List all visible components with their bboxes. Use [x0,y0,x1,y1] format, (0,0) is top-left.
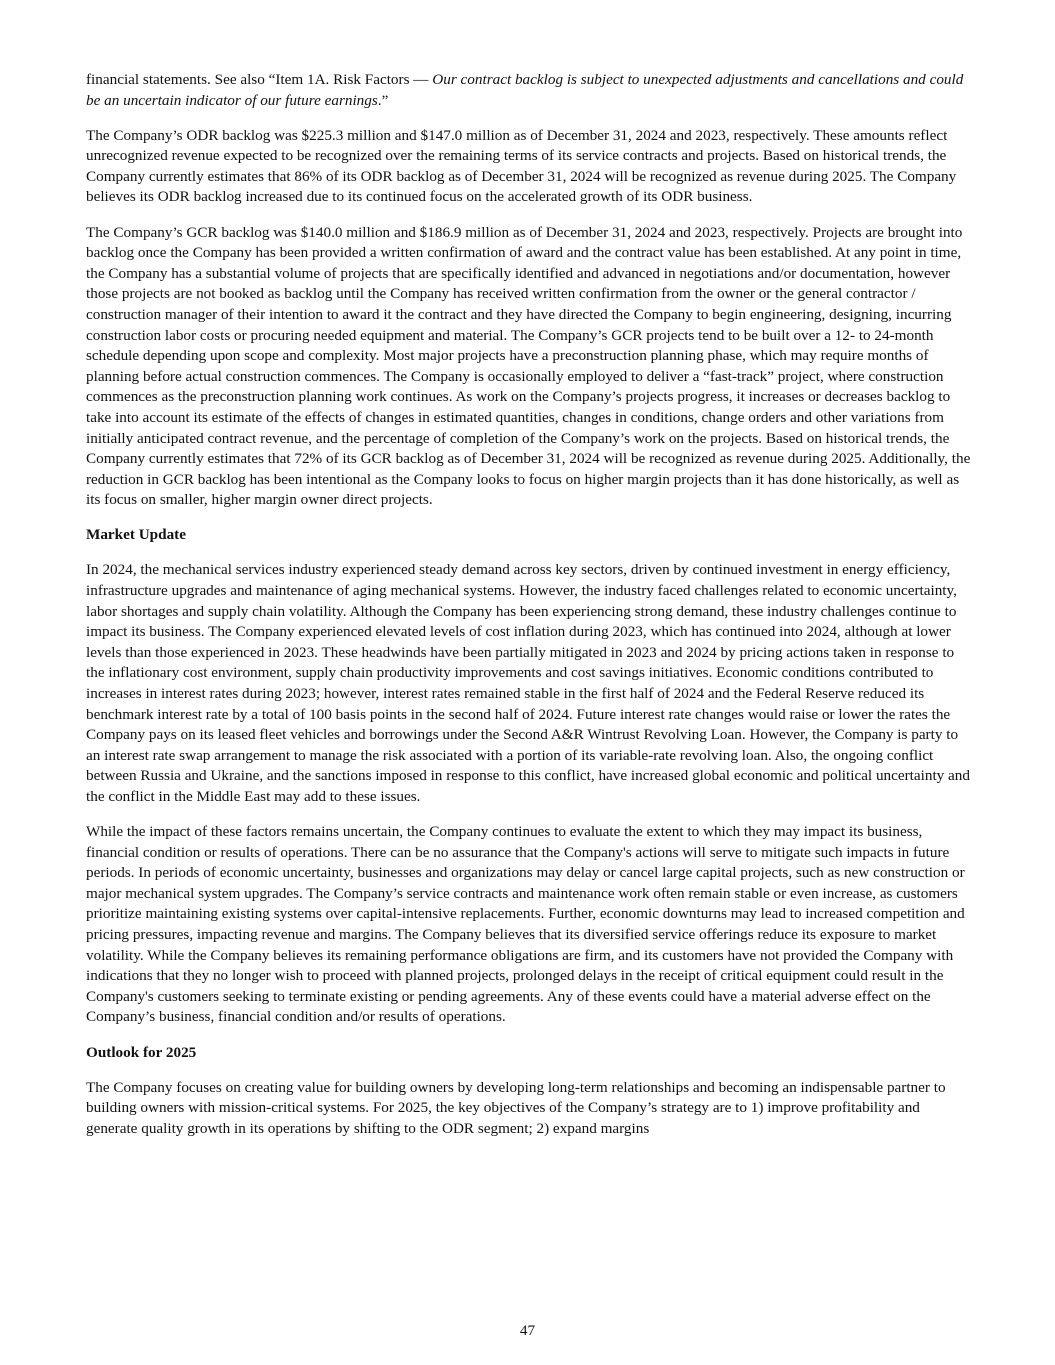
outlook-heading: Outlook for 2025 [86,1043,197,1061]
intro-tail: .” [377,91,389,109]
document-body [86,70,971,1154]
market-update-paragraph-2: While the impact of these factors remains uncertain, the Company continues to evaluate the extent to which they may impact its business, financial condition or results of operations. There can be no assurance that the Company's actions will serve to mitigate such impacts in future periods. In periods of economic uncertainty, businesses and organizations may delay or cancel large capital projects, such as new construction or major mechanical system upgrades. The Company’s service contracts and maintenance work often remain stable or even increase, as customers prioritize maintaining existing systems over capital-intensive replacements. Further, economic downturns may lead to increased competition and pricing pressures, impacting revenue and margins. The Company believes that its diversified service offerings reduce its exposure to market volatility. While the Company believes its remaining performance obligations are firm, and its customers have not provided the Company with indications that they no longer wish to proceed with planned projects, prolonged delays in the receipt of critical equipment could result in the Company's customers seeking to terminate existing or pending agreements. Any of these events could have a material adverse effect on the Company’s business, financial condition and/or results of operations. [86,823,965,1026]
odr-backlog-paragraph: The Company’s ODR backlog was $225.3 million and $147.0 million as of December 31, 2024 and 2023, respectively. These amounts reflect unrecognized revenue expected to be recognized over the remaining terms of its service contracts and projects. Based on historical trends, the Company currently estimates that 86% of its ODR backlog as of December 31, 2024 will be recognized as revenue during 2025. The Company believes its ODR backlog increased due to its continued focus on the accelerated growth of its ODR business. [86,126,957,206]
intro-paragraph [86,70,971,111]
risk-factor-title: Our contract backlog is subject to unexpected adjustments and cancellations and could be an uncertain indicator of our future earnings [86,71,964,109]
market-update-paragraph-1: In 2024, the mechanical services industry experienced steady demand across key sectors, driven by continued investment in energy efficiency, infrastructure upgrades and maintenance of aging mechanical systems. However, the industry faced challenges related to economic uncertainty, labor shortages and supply chain volatility. Although the Company has been experiencing strong demand, these industry challenges continue to impact its business. The Company experienced elevated levels of cost inflation during 2023, which has continued into 2024, although at lower levels than those experienced in 2023. These headwinds have been partially mitigated in 2023 and 2024 by pricing actions taken in response to the inflationary cost environment, supply chain productivity improvements and cost savings initiatives. Economic conditions contributed to increases in interest rates during 2023; however, interest rates remained stable in the first half of 2024 and the Federal Reserve reduced its benchmark interest rate by a total of 100 basis points in the second half of 2024. Future interest rate changes would raise or lower the rates the Company pays on its leased fleet vehicles and borrowings under the Second A&R Wintrust Revolving Loan. However, the Company is party to an interest rate swap arrangement to manage the risk associated with a portion of its variable-rate revolving loan. Also, the ongoing conflict between Russia and Ukraine, and the sanctions imposed in response to this conflict, have increased global economic and political uncertainty and the conflict in the Middle East may add to these issues. [86,561,970,805]
market-update-heading: Market Update [86,526,186,544]
outlook-paragraph: The Company focuses on creating value for building owners by developing long-term relationships and becoming an indispensable partner to building owners with mission-critical systems. For 2025, the key objectives of the Company’s strategy are to 1) improve profitability and generate quality growth in its operations by shifting to the ODR segment; 2) expand margins [86,1078,946,1137]
intro-lead: financial statements. See also “Item 1A. Risk Factors — [86,71,433,88]
gcr-backlog-paragraph: The Company’s GCR backlog was $140.0 million and $186.9 million as of December 31, 2024 and 2023, respectively. Projects are brought into backlog once the Company has been provided a written confirmation of award and the contract value has been established. At any point in time, the Company has a substantial volume of projects that are specifically identified and advanced in negotiations and/or documentation, however those projects are not booked as backlog until the Company has received written confirmation from the owner or the general contractor / construction manager of their intention to award it the contract and they have directed the Company to begin engineering, designing, incurring construction labor costs or procuring needed equipment and material. The Company’s GCR projects tend to be built over a 12- to 24-month schedule depending upon scope and complexity. Most major projects have a preconstruction planning phase, which may require months of planning before actual construction commences. The Company is occasionally employed to deliver a “fast-track” project, where construction commences as the preconstruction planning work continues. As work on the Company’s projects progress, it increases or decreases backlog to take into account its estimate of the effects of changes in estimated quantities, changes in conditions, change orders and other variations from initially anticipated contract revenue, and the percentage of completion of the Company’s work on the projects. Based on historical trends, the Company currently estimates that 72% of its GCR backlog as of December 31, 2024 will be recognized as revenue during 2025. Additionally, the reduction in GCR backlog has been intentional as the Company looks to focus on higher margin projects than it has done historically, as well as its focus on smaller, higher margin owner direct projects. [86,223,971,509]
page-number: 47 [519,1322,536,1339]
